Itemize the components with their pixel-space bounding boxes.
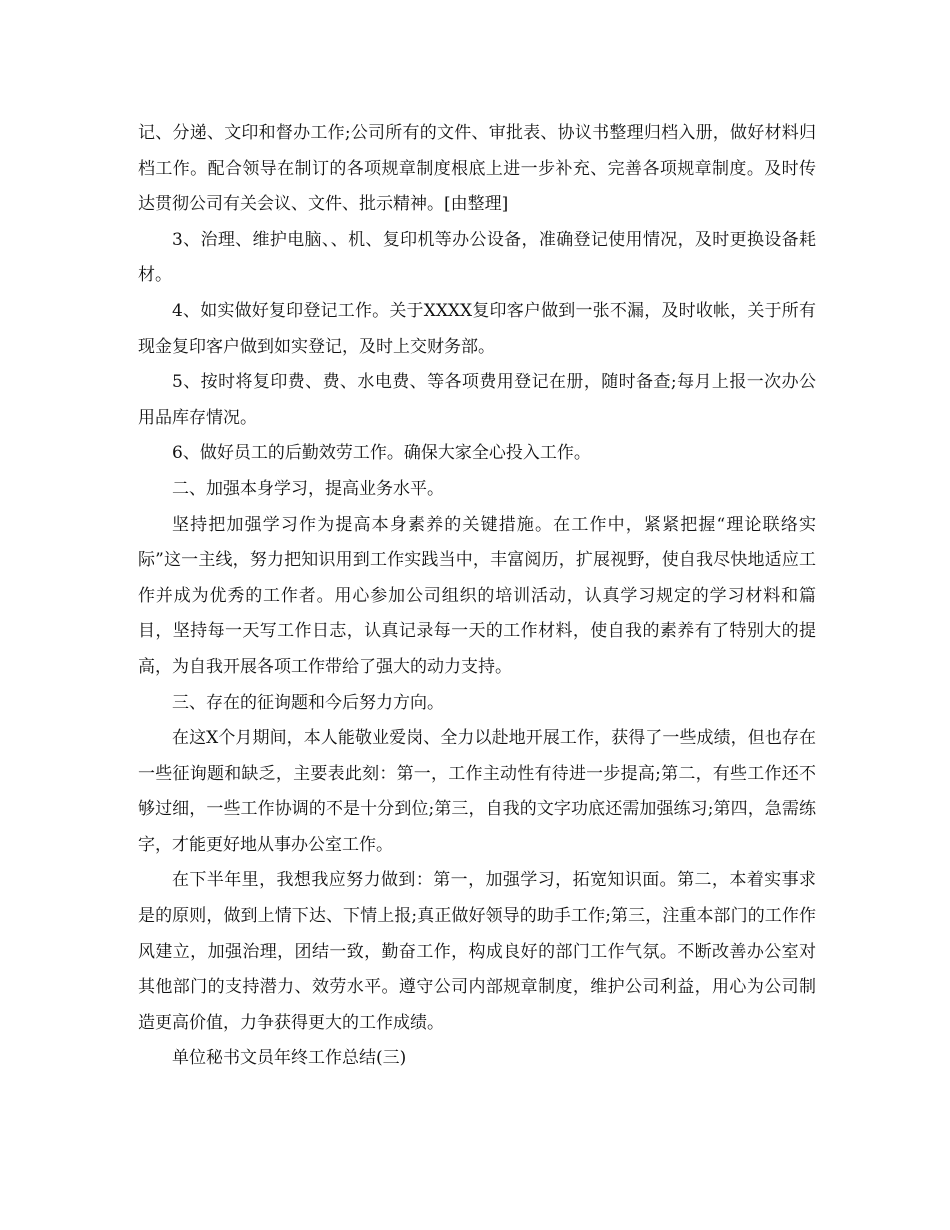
paragraph-plans: 在下半年里，我想我应努力做到：第一，加强学习，拓宽知识面。第二，本着实事求是的原则，做到上情下达、下情上报;真正做好领导的助手工作;第三，注重本部门的工作作风建立，加强治理，团结一致，勤奋工作，构成良好的部门工作气氛。不断改善办公室对其他部门的支持潜力、效劳水平。遵守公司内部规章制度，维护公司利益，用心为公司制造更高价值，力争获得更大的工作成绩。 — [138, 870, 816, 1033]
paragraph-continuation: 记、分递、文印和督办工作;公司所有的文件、审批表、协议书整理归档入册，做好材料归档工作。配合领导在制订的各项规章制度根底上进一步补充、完善各项规章制度。及时传达贯彻公司有关会议、文件、批示精神。[由整理] — [138, 123, 816, 215]
paragraph-item-3: 3、治理、维护电脑、、机、复印机等办公设备，准确登记使用情况，及时更换设备耗材。 — [138, 229, 816, 286]
paragraph-study: 坚持把加强学习作为提高本身素养的关键措施。在工作中，紧紧把握“理论联络实际”这一主线，努力把知识用到工作实践当中，丰富阅历，扩展视野，使自我尽快地适应工作并成为优秀的工作者。用心参加公司组织的培训活动，认真学习规定的学习材料和篇目，坚持每一天写工作日志，认真记录每一天的工作材料，使自我的素养有了特别大的提高，为自我开展各项工作带给了强大的动力支持。 — [138, 514, 816, 677]
section-heading-3: 三、存在的征询题和今后努力方向。 — [172, 692, 444, 713]
paragraph-item-4: 4、如实做好复印登记工作。关于XXXX复印客户做到一张不漏，及时收帐，关于所有现金复印客户做到如实登记，及时上交财务部。 — [138, 300, 816, 357]
section-heading-2: 二、加强本身学习，提高业务水平。 — [172, 478, 444, 499]
paragraph-item-5: 5、按时将复印费、费、水电费、等各项费用登记在册，随时备查;每月上报一次办公用品库存情况。 — [138, 372, 816, 428]
paragraph-problems: 在这X个月期间，本人能敬业爱岗、全力以赴地开展工作，获得了一些成绩，但也存在一些征询题和缺乏，主要表此刻：第一，工作主动性有待进一步提高;第二，有些工作还不够过细，一些工作协调的不是十分到位;第三，自我的文字功底还需加强练习;第四，急需练字，才能更好地从事办公室工作。 — [138, 728, 816, 855]
document-subtitle: 单位秘书文员年终工作总结(三) — [172, 1048, 407, 1069]
document-body — [138, 116, 816, 1077]
paragraph-item-6: 6、做好员工的后勤效劳工作。确保大家全心投入工作。 — [172, 443, 591, 464]
